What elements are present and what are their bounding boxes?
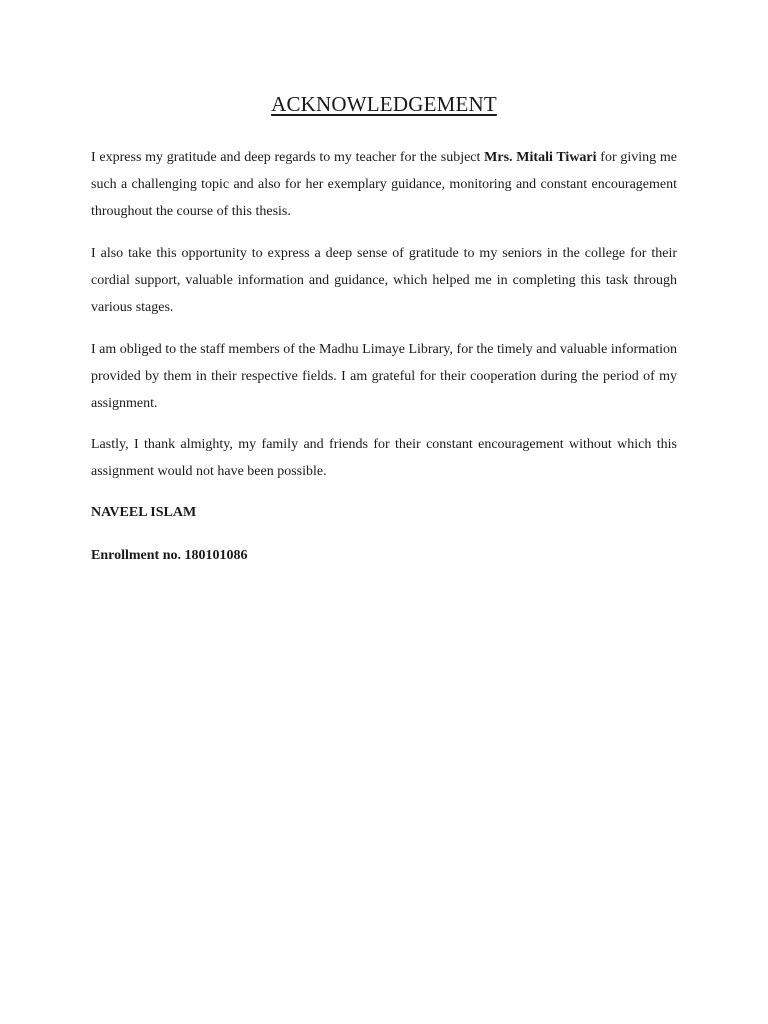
paragraph-1-rest: for giving me such a challenging topic and also for her exemplary guidance, monitoring and constant encouragement throughout the course of this thesis. xyxy=(91,150,677,219)
paragraph-library-staff: I am obliged to the staff members of the Madhu Limaye Library, for the timely and valuable information provided by them in their respective fields. I am grateful for their cooperation during the period of my assignment. xyxy=(91,342,677,411)
author-name: NAVEEL ISLAM xyxy=(91,505,197,520)
paragraph-gratitude-teacher xyxy=(91,144,677,225)
page-title: ACKNOWLEDGEMENT xyxy=(271,92,497,116)
paragraph-gratitude-seniors: I also take this opportunity to express a deep sense of gratitude to my seniors in the college for their cordial support, valuable information and guidance, which helped me in completing this task through various stages. xyxy=(91,246,677,315)
paragraph-family-friends: Lastly, I thank almighty, my family and friends for their constant encouragement without which this assignment would not have been possible. xyxy=(91,437,677,479)
paragraph-1-lead: I express my gratitude and deep regards to my teacher for the subject xyxy=(91,150,485,165)
teacher-name: Mrs. Mitali Tiwari xyxy=(484,150,597,165)
enrollment-number: Enrollment no. 180101086 xyxy=(91,548,248,563)
